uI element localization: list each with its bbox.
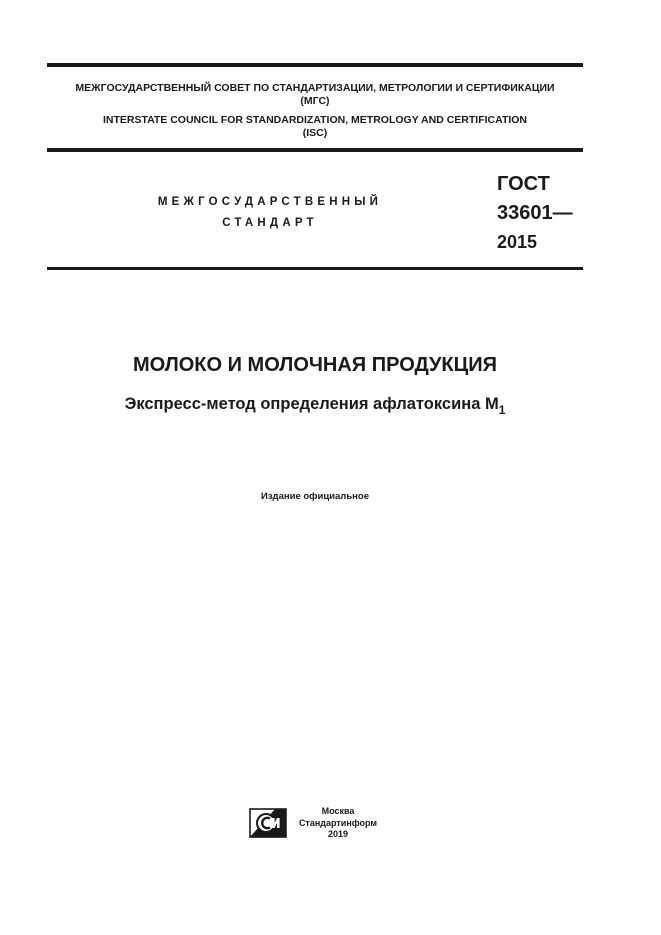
middle-rule [47, 148, 583, 152]
council-name-en-line1: INTERSTATE COUNCIL FOR STANDARDIZATION, METROLOGY AND CERTIFICATION [102, 114, 528, 126]
council-name-en [47, 114, 583, 140]
standartinform-logo-icon [249, 808, 287, 838]
document-title: МОЛОКО И МОЛОЧНАЯ ПРОДУКЦИЯ [133, 354, 497, 376]
standard-label [120, 192, 420, 234]
council-name-ru [47, 82, 583, 108]
publisher-year: 2019 [327, 829, 349, 839]
document-subtitle [47, 393, 583, 415]
gost-number: 33601— [497, 202, 573, 224]
gost-prefix: ГОСТ [497, 173, 550, 195]
publisher-city: Москва [321, 806, 355, 816]
standard-label-line1: МЕЖГОСУДАРСТВЕННЫЙ [157, 196, 383, 208]
document-subtitle-text: Экспресс-метод определения афлатоксина М [124, 395, 499, 413]
standard-label-line2: СТАНДАРТ [222, 217, 318, 229]
edition-note: Издание официальное [261, 491, 369, 502]
top-rule [47, 63, 583, 67]
document-subtitle-subscript: 1 [498, 403, 506, 417]
council-name-ru-line1: МЕЖГОСУДАРСТВЕННЫЙ СОВЕТ ПО СТАНДАРТИЗАЦИИ, МЕТРОЛОГИИ И СЕРТИФИКАЦИИ [75, 82, 555, 94]
publisher-block [296, 806, 380, 841]
council-abbrev-ru: (МГС) [300, 95, 330, 107]
publisher-name: Стандартинформ [298, 817, 378, 828]
gost-designation [497, 170, 573, 257]
bottom-rule [47, 267, 583, 270]
gost-year: 2015 [497, 232, 538, 252]
council-abbrev-en: (ISC) [302, 127, 328, 139]
